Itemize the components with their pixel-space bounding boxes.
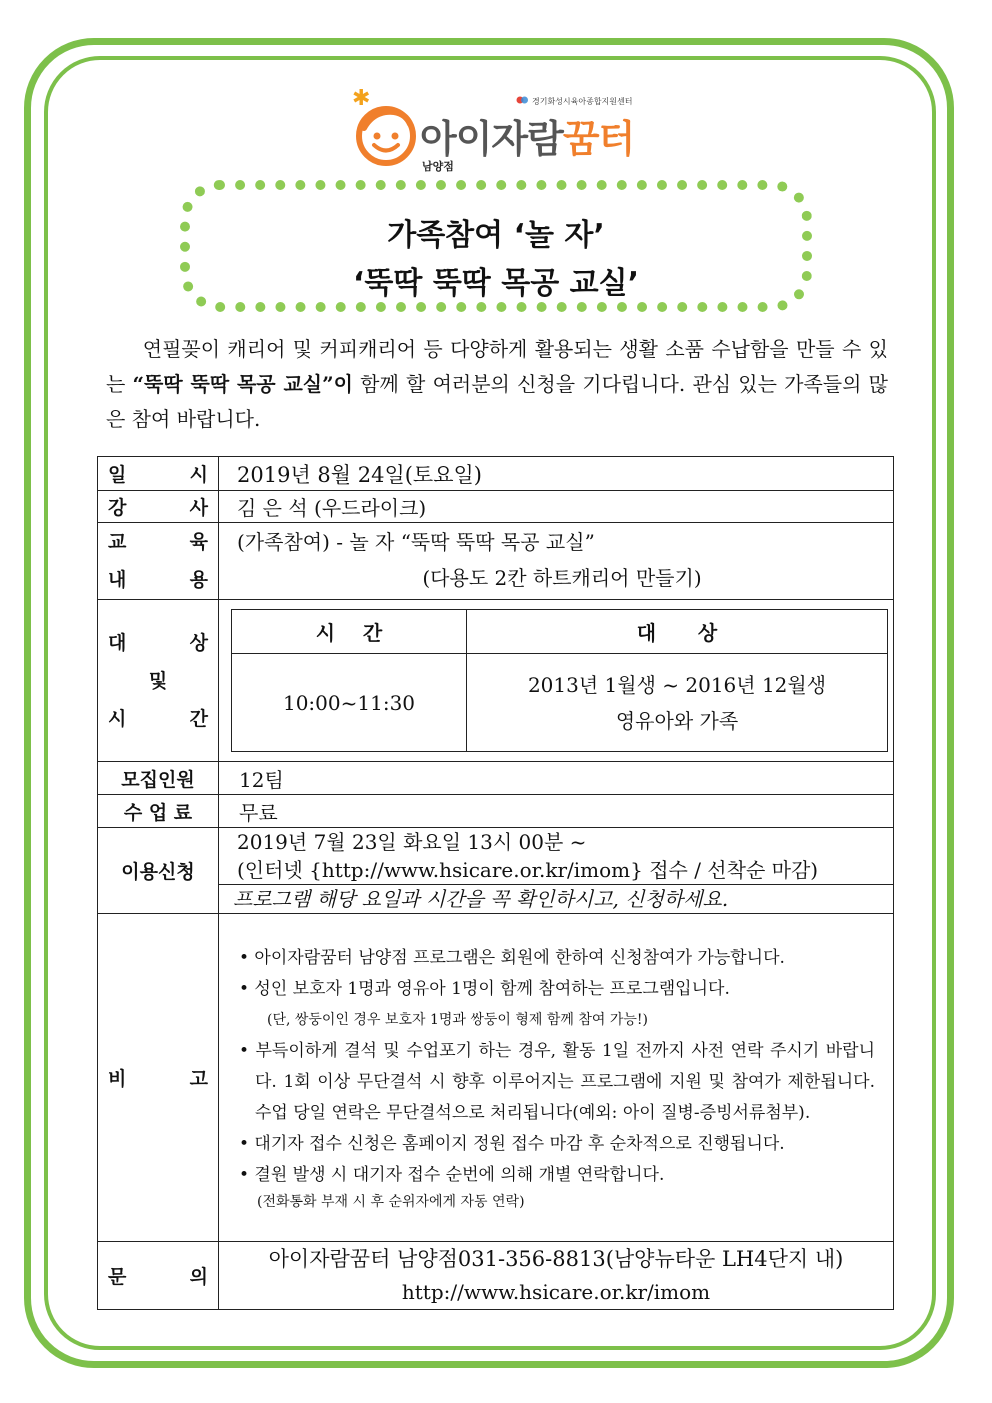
row-apply [98, 828, 894, 914]
title-line-2: ‘뚝딱 뚝딱 목공 교실’ [353, 266, 639, 301]
star-icon: ✱ [352, 86, 371, 111]
title-line-1: 가족참여 ‘놀 자’ [387, 218, 605, 253]
row-instructor [98, 491, 894, 523]
logo [352, 86, 652, 178]
value-date: 2019년 8월 24일(토요일) [219, 457, 894, 491]
value-target [219, 600, 894, 762]
note-2: • 성인 보호자 1명과 영유아 1명이 함께 참여하는 프로그램입니다. [239, 978, 730, 999]
branch-name: 남양점 [422, 160, 454, 173]
intro-paragraph: 연필꽂이 캐리어 및 커피캐리어 등 다양하게 활용되는 생활 소품 수납함을 만들 수 있는 “뚝딱 뚝딱 목공 교실”이 함께 할 여러분의 신청을 기다립니다. 관심 있는 가족들의 많은 참여 바랍니다. [106, 337, 888, 431]
target-value: 2013년 1월생 ~ 2016년 12월생 영유아와 가족 [467, 654, 888, 752]
label-instructor: 강 사 [98, 491, 219, 523]
row-recruit [98, 762, 894, 795]
value-fee: 무료 [219, 795, 894, 828]
row-contact [98, 1242, 894, 1310]
label-apply: 이용신청 [98, 828, 219, 914]
brand-name: 아이자람꿈터 [420, 117, 635, 161]
title-box [180, 180, 812, 312]
info-table [97, 456, 894, 1310]
value-apply [219, 828, 894, 914]
content-line-2: (다용도 2칸 하트캐리어 만들기) [422, 566, 702, 590]
schedule-table [231, 609, 888, 752]
apply-line-2: (인터넷 {http://www.hsicare.or.kr/imom} 접수 / 선착순 마감) [219, 856, 893, 885]
label-date: 일 시 [98, 457, 219, 491]
row-content [98, 523, 894, 600]
time-value: 10:00~11:30 [232, 654, 467, 752]
note-4: • 대기자 접수 신청은 홈페이지 정원 접수 마감 후 순차적으로 진행됩니다. [239, 1133, 785, 1154]
note-5: • 결원 발생 시 대기자 접수 순번에 의해 개별 연락합니다. [239, 1164, 665, 1185]
apply-line-1: 2019년 7월 23일 화요일 13시 00분 ~ [237, 830, 587, 854]
center-name: 경기화성시육아종합지원센터 [532, 97, 633, 106]
note-5-sub: (전화통화 부재 시 후 순위자에게 자동 연락) [257, 1193, 525, 1210]
contact-url[interactable]: http://www.hsicare.or.kr/imom [401, 1279, 711, 1304]
apply-line-3: 프로그램 해당 요일과 시간을 꼭 확인하시고, 신청하세요. [233, 887, 729, 911]
value-recruit: 12팀 [219, 762, 894, 795]
label-target: 대 상 및 시 간 [98, 600, 219, 762]
value-content [219, 523, 894, 600]
note-2-sub: (단, 쌍둥이인 경우 보호자 1명과 쌍둥이 형제 함께 참여 가능!) [267, 1011, 649, 1028]
value-instructor: 김 은 석 (우드라이크) [219, 491, 894, 523]
value-notes [219, 914, 894, 1242]
content-line-1: (가족참여) - 놀 자 “뚝딱 뚝딱 목공 교실” [237, 530, 595, 554]
row-notes [98, 914, 894, 1242]
value-contact [219, 1242, 894, 1310]
head-time: 시 간 [232, 610, 467, 654]
label-notes: 비 고 [98, 914, 219, 1242]
row-target [98, 600, 894, 762]
row-date [98, 457, 894, 491]
center-logo-icon [516, 94, 528, 106]
head-target: 대 상 [467, 610, 888, 654]
note-3: • 부득이하게 결석 및 수업포기 하는 경우, 활동 1일 전까지 사전 연락 주시기 바랍니다. 1회 이상 무단결석 시 향후 이루어지는 프로그램에 지원 및 참여가 제한됩니다. 수업 당일 연락은 무단결석으로 처리됩니다(예외: 아이 질병-증빙서류첨부). [239, 1040, 875, 1123]
smiley-face-icon [354, 98, 418, 168]
label-contact: 문 의 [98, 1242, 219, 1310]
note-1: • 아이자람꿈터 남양점 프로그램은 회원에 한하여 신청참여가 가능합니다. [239, 947, 785, 968]
contact-phone: 아이자람꿈터 남양점031-356-8813(남양뉴타운 LH4단지 내) [268, 1246, 844, 1271]
label-fee: 수 업 료 [98, 795, 219, 828]
label-content: 교 육 내 용 [98, 523, 219, 600]
label-recruit: 모집인원 [98, 762, 219, 795]
row-fee [98, 795, 894, 828]
